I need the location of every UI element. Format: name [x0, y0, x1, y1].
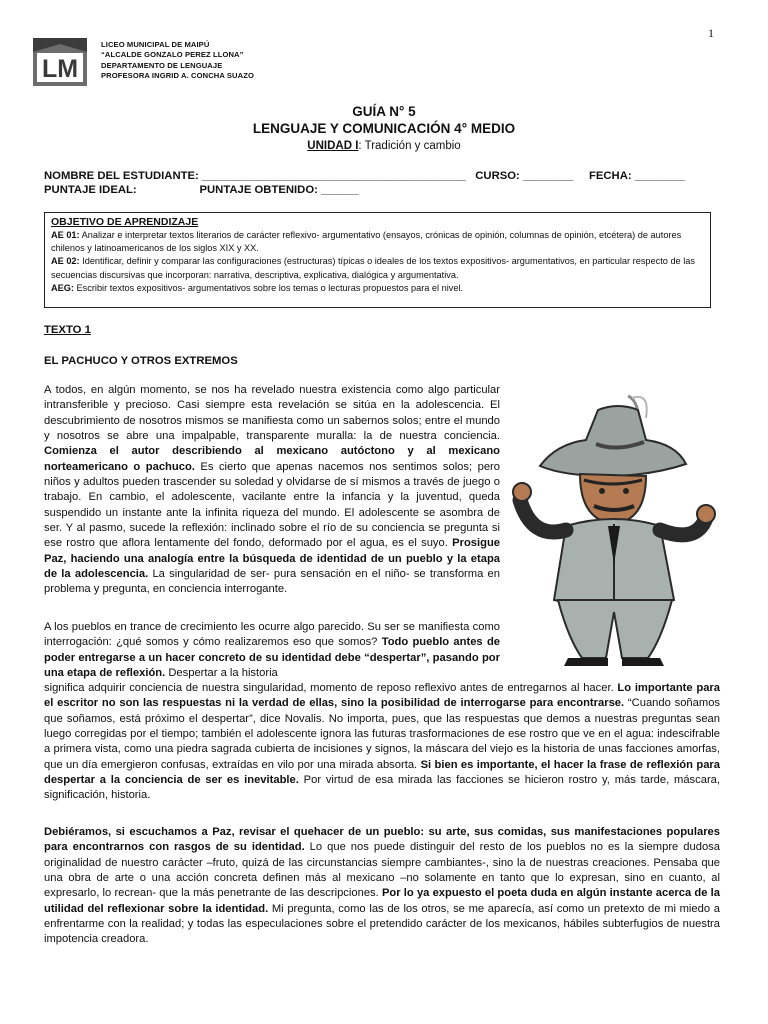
- paragraph-3: [44, 825, 720, 948]
- paragraph-segment-bold: Comienza el autor describiendo al mexicano autóctono y al mexicano norteamericano o pachuco.: [44, 445, 500, 473]
- pachuco-illustration: [510, 388, 720, 668]
- paragraph-2-bottom: [44, 681, 720, 804]
- paragraph-2-top: [44, 620, 500, 681]
- objective-code: AE 01:: [51, 230, 80, 240]
- obtained-score-field[interactable]: ______: [321, 184, 359, 196]
- objective-text: Identificar, definir y comparar las configuraciones (estructuras) típicas o ideales de los textos expositivos- argumentativos, en particular respecto de las secuencias discursivas que incorporan: narrativa, descriptiva, explicativa, dialógica y argumentativa.: [51, 256, 695, 280]
- school-line: “ALCALDE GONZALO PEREZ LLONA”: [101, 50, 244, 60]
- paragraph-segment: A todos, en algún momento, se nos ha revelado nuestra existencia como algo particular intransferible y precioso. Casi siempre esta revelación se sitúa en la adolescencia. El descubrimiento de nosotros mismos se manifiesta como un sabernos solos; entre el mundo y nosotros se abre una impalpable, transparente muralla: la de nuestra conciencia.: [44, 384, 500, 443]
- guide-title: GUÍA N° 5: [352, 104, 416, 119]
- school-info: [101, 40, 254, 82]
- paragraph-segment-bold: Por lo ya expuesto el poeta duda en algún instante acerca de la utilidad del reflexionar sobre la identidad.: [44, 887, 720, 915]
- objective-code: AEG:: [51, 282, 74, 293]
- unit-name: : Tradición y cambio: [358, 140, 461, 152]
- school-line: PROFESORA INGRID A. CONCHA SUAZO: [101, 71, 254, 81]
- paragraph-segment: Despertar a la historia: [165, 667, 278, 680]
- date-label: FECHA:: [588, 170, 635, 182]
- unit-line: [0, 140, 768, 152]
- school-line: DEPARTAMENTO DE LENGUAJE: [101, 60, 223, 70]
- paragraph-segment: Lo que nos puede distinguir del resto de los pueblos no es la siempre dudosa originalidad de nuestro carácter –fruto, quizá de las circunstancias siempre cambiantes-, sino la de nuestras creaciones. Pensaba que una obra de arte o una acción concreta definen más al mexicano –no solamente en tanto que lo expresan, sino en cuanto, al expresarlo, lo recrean- que la más penetrante de las descripciones.: [44, 841, 720, 900]
- paragraph-segment: Mi pregunta, como las de los otros, se me aparecía, así como un pretexto de mi miedo a enfrentarme con la realidad; y todas las especulaciones sobre el pretendido carácter de los mexicanos, hábiles subterfugios de nuestra impotencia creadora.: [44, 902, 720, 946]
- objective-code: AE 02:: [51, 256, 80, 267]
- school-logo: [33, 38, 87, 86]
- paragraph-1: [44, 383, 500, 598]
- objective-text: Analizar e interpretar textos literarios de carácter reflexivo- argumentativo (ensayos, crónicas de opinión, columnas de opinión, etcétera) de autores chilenos y latinoamericanos de los siglos XIX y XX.: [51, 230, 682, 254]
- student-name-field[interactable]: __________________________________________: [201, 170, 466, 182]
- score-form-row: [44, 184, 359, 196]
- reading-title: EL PACHUCO Y OTROS EXTREMOS: [44, 355, 238, 367]
- logo-monogram: LM: [41, 55, 79, 83]
- objectives-title: OBJETIVO DE APRENDIZAJE: [51, 216, 199, 228]
- page-number: 1: [708, 26, 714, 40]
- student-form-row: [44, 170, 685, 182]
- unit-label: UNIDAD I: [307, 140, 359, 152]
- paragraph-segment: A los pueblos en trance de crecimiento les ocurre algo parecido. Su ser se manifiesta como interrogación: ¿qué somos y cómo realizaremos eso que somos?: [44, 621, 500, 649]
- course-field[interactable]: ________: [522, 170, 574, 182]
- ideal-score-label: PUNTAJE IDEAL:: [44, 184, 137, 196]
- course-label: CURSO:: [475, 170, 523, 182]
- paragraph-segment: La singularidad de ser- pura sensación en el niño- se transforma en problema y pregunta, en conciencia interrogante.: [44, 568, 501, 596]
- paragraph-segment-bold: Prosigue Paz, haciendo una analogía entre la búsqueda de identidad de un pueblo y la etapa de la adolescencia.: [44, 537, 500, 581]
- obtained-score-label: PUNTAJE OBTENIDO:: [199, 184, 322, 196]
- objective-item: [51, 229, 704, 255]
- student-name-label: NOMBRE DEL ESTUDIANTE:: [44, 170, 202, 182]
- paragraph-segment-bold: Lo importante para el escritor no son las respuestas ni la verdad de ellas, sino la posibilidad de interrogarse para encontrarse.: [44, 682, 720, 710]
- objective-text: Escribir textos expositivos- argumentativos sobre los temas o lecturas propuestos para el nivel.: [73, 282, 464, 293]
- subject-title: LENGUAJE Y COMUNICACIÓN 4° MEDIO: [252, 121, 516, 136]
- objective-item: [51, 282, 704, 295]
- objectives-box: [44, 212, 711, 308]
- date-field[interactable]: ________: [634, 170, 686, 182]
- objective-item: [51, 255, 704, 281]
- paragraph-segment: significa adquirir conciencia de nuestra singularidad, momento de reposo reflexivo antes de entregarnos al hacer.: [44, 682, 618, 694]
- paragraph-segment: “Cuando soñamos que soñamos, está próximo el despertar”, dice Novalis. No importa, pues, que las respuestas que demos a nuestras preguntas sean luego corregidas por el tiempo; también el adolescente ignora las futuras trasformaciones de ese rostro que ve en el agua: indescifrable a primera vista, como una piedra sagrada cubierta de incisiones y signos, la máscara del viejo es la historia de unas facciones amorfas, que un día emergieron confusas, extraídas en vilo por una mirada absorta.: [44, 697, 721, 771]
- school-line: LICEO MUNICIPAL DE MAIPÚ: [101, 40, 210, 49]
- text-label: TEXTO 1: [44, 324, 91, 336]
- paragraph-segment: Por virtud de esa mirada las facciones se hicieron rostro y, más tarde, máscara, significación, historia.: [44, 774, 721, 802]
- paragraph-segment-bold: Todo pueblo antes de poder entregarse a un hacer concreto de su identidad debe “despertar”, pasando por una etapa de reflexión.: [44, 636, 500, 680]
- paragraph-segment-bold: Debiéramos, si escuchamos a Paz, revisar el quehacer de un pueblo: su arte, sus comidas, sus manifestaciones populares para encontrarnos con rasgos de su identidad.: [44, 826, 720, 854]
- paragraph-segment: Es cierto que apenas nacemos nos sentimos solos; pero niños y adultos pueden trascender su soledad y olvidarse de sí mismos a través de juego o trabajo. En cambio, el adolescente, vacilante entre la infancia y la juventud, queda suspendido un instante ante la infinita riqueza del mundo. El adolescente se asombra de ser. Y al pasmo, sucede la reflexión: inclinado sobre el río de su conciencia se pregunta si ese rostro que aflora lentamente del fondo, deformado por el agua, es el suyo.: [44, 460, 501, 550]
- paragraph-segment-bold: Si bien es importante, el hacer la frase de reflexión para despertar a la conciencia de ser es inevitable.: [44, 758, 720, 787]
